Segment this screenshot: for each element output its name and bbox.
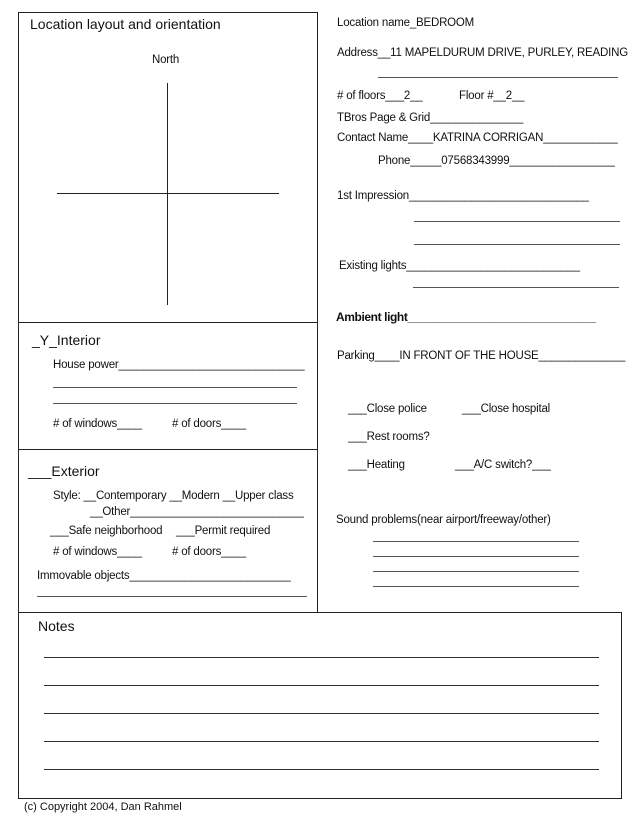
interior-line-1[interactable] — [53, 387, 297, 388]
existing-lights-line-2[interactable] — [413, 287, 619, 288]
parking-field[interactable]: Parking____IN FRONT OF THE HOUSE______________ — [337, 350, 626, 362]
house-power-field[interactable]: House power______________________________ — [53, 359, 305, 371]
notes-box — [18, 612, 622, 799]
tbros-field[interactable]: TBros Page & Grid_______________ — [337, 112, 524, 124]
notes-line-2[interactable] — [44, 685, 599, 686]
sound-problems-field[interactable]: Sound problems(near airport/freeway/other) — [336, 514, 551, 526]
address-line-2[interactable] — [378, 77, 618, 78]
layout-title: Location layout and orientation — [30, 16, 221, 32]
compass-horizontal-line — [57, 193, 279, 194]
north-label: North — [152, 54, 180, 66]
ambient-light-field[interactable]: Ambient light______________________________ — [336, 310, 596, 324]
location-name-field[interactable]: Location name_BEDROOM — [337, 17, 475, 29]
safe-neighborhood-field[interactable]: ___Safe neighborhood — [50, 525, 163, 537]
close-hospital-check[interactable]: ___Close hospital — [462, 403, 551, 415]
permit-required-field[interactable]: ___Permit required — [176, 525, 271, 537]
first-impression-field[interactable]: 1st Impression_____________________________ — [337, 190, 589, 202]
notes-line-4[interactable] — [44, 741, 599, 742]
heating-check[interactable]: ___Heating — [348, 459, 405, 471]
interior-line-2[interactable] — [53, 403, 297, 404]
exterior-other-field[interactable]: __Other____________________________ — [90, 506, 304, 518]
copyright-text: (c) Copyright 2004, Dan Rahmel — [24, 801, 182, 813]
sound-line-1[interactable] — [373, 541, 579, 542]
ac-switch-check[interactable]: ___A/C switch?___ — [455, 459, 551, 471]
notes-title: Notes — [38, 618, 75, 634]
exterior-title: ___Exterior — [28, 463, 100, 479]
immovable-line[interactable] — [37, 596, 307, 597]
existing-lights-field[interactable]: Existing lights____________________________ — [339, 260, 580, 272]
impression-line-3[interactable] — [414, 244, 620, 245]
sound-line-3[interactable] — [373, 571, 579, 572]
floors-field[interactable]: # of floors___2__ — [337, 90, 423, 102]
phone-field[interactable]: Phone_____07568343999_________________ — [378, 155, 615, 167]
sound-line-4[interactable] — [373, 586, 579, 587]
notes-line-5[interactable] — [44, 769, 599, 770]
notes-line-1[interactable] — [44, 657, 599, 658]
exterior-style-field[interactable]: Style: __Contemporary __Modern __Upper class — [53, 490, 294, 502]
sound-line-2[interactable] — [373, 556, 579, 557]
immovable-objects-field[interactable]: Immovable objects__________________________ — [37, 570, 291, 582]
interior-title: _Y_Interior — [32, 332, 101, 348]
address-field[interactable]: Address__11 MAPELDURUM DRIVE, PURLEY, READING — [337, 47, 628, 59]
notes-line-3[interactable] — [44, 713, 599, 714]
exterior-doors-field[interactable]: # of doors____ — [172, 546, 246, 558]
exterior-windows-field[interactable]: # of windows____ — [53, 546, 142, 558]
compass-vertical-line — [167, 83, 168, 305]
contact-name-field[interactable]: Contact Name____KATRINA CORRIGAN____________ — [337, 132, 618, 144]
interior-windows-field[interactable]: # of windows____ — [53, 418, 142, 430]
rest-rooms-check[interactable]: ___Rest rooms? — [348, 431, 430, 443]
floor-number-field[interactable]: Floor #__2__ — [459, 90, 525, 102]
interior-doors-field[interactable]: # of doors____ — [172, 418, 246, 430]
close-police-check[interactable]: ___Close police — [348, 403, 427, 415]
impression-line-2[interactable] — [414, 221, 620, 222]
